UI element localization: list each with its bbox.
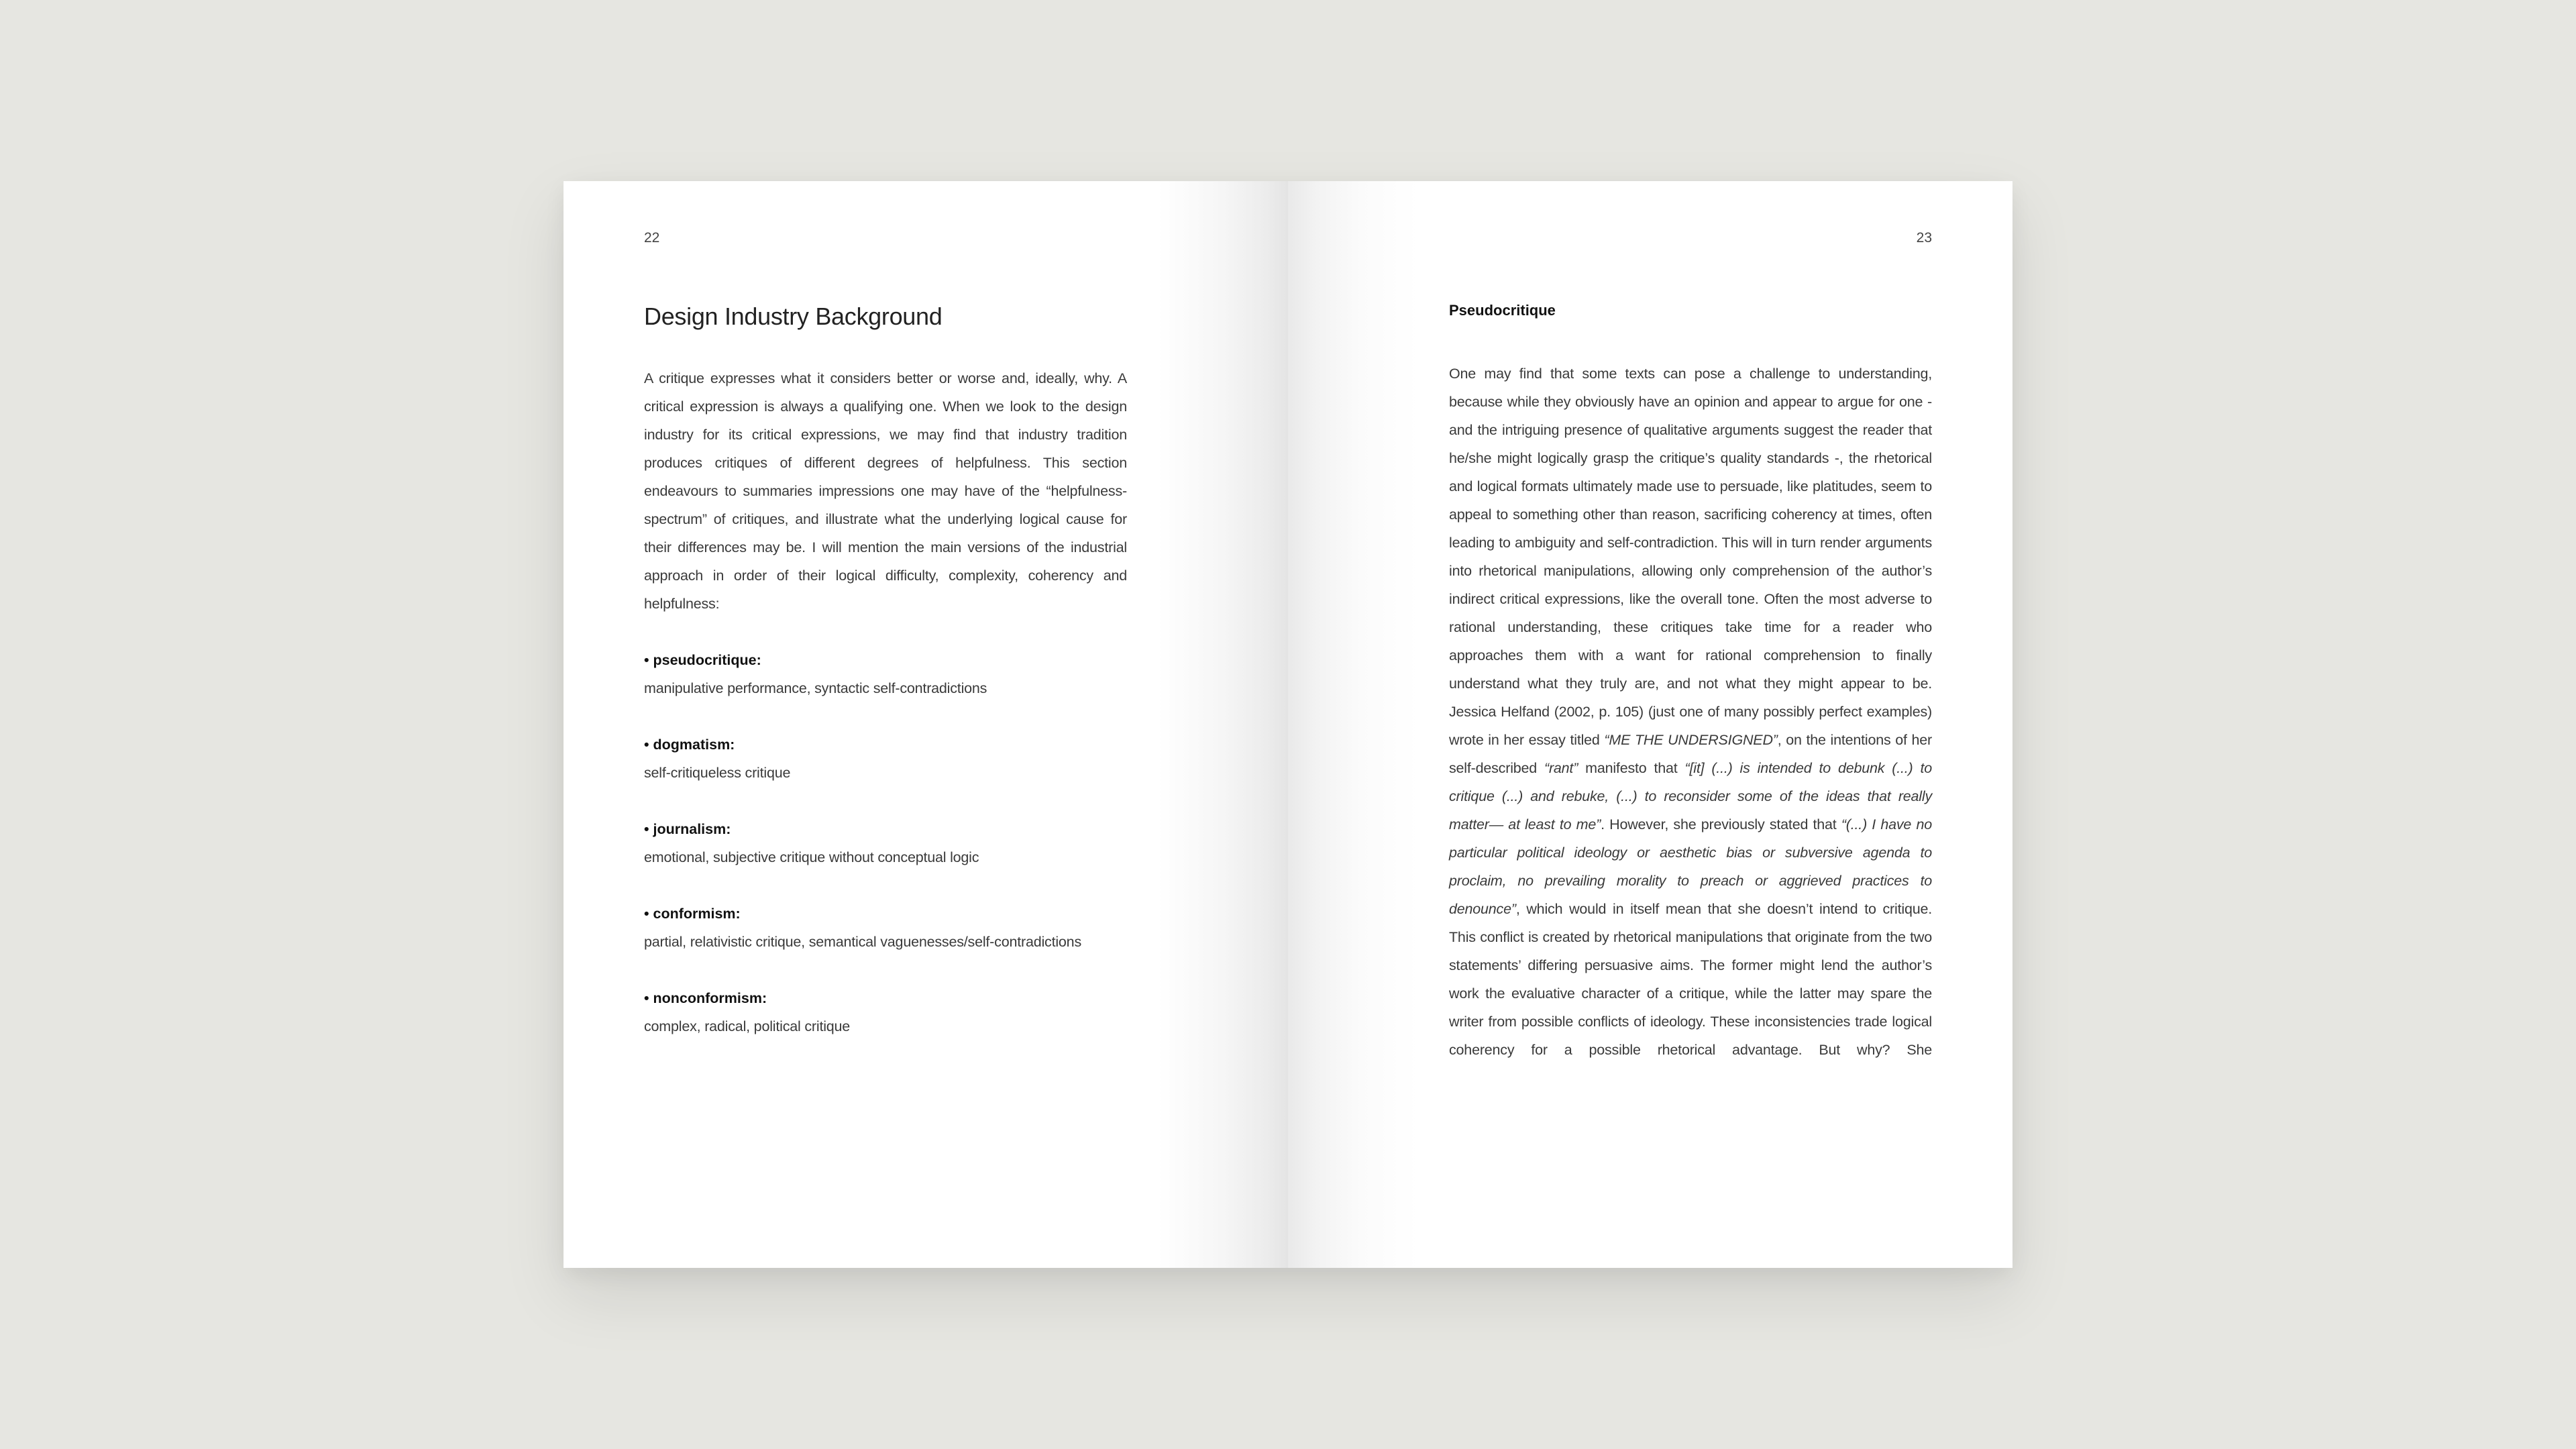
list-term: • nonconformism:	[644, 990, 767, 1007]
page-number-left: 22	[644, 230, 660, 246]
text-segment: manifesto that	[1578, 760, 1685, 777]
page-number-right: 23	[1916, 230, 1932, 246]
text-segment: , on the intentions of her self-described	[1449, 732, 1932, 777]
list-item	[644, 900, 1127, 956]
list-item	[644, 646, 1127, 702]
quote-segment: “[it] (...) is intended to debunk (...) to critique (...) and rebuke, (...) to reconsider some of the ideas that really matter— at least to me”	[1449, 760, 1932, 833]
list-term: • dogmatism:	[644, 737, 735, 753]
quote-segment: “rant”	[1544, 760, 1578, 777]
critique-type-list	[644, 646, 1127, 1040]
list-description: partial, relativistic critique, semantical vaguenesses/self-contradictions	[644, 934, 1081, 951]
text-segment: , which would in itself mean that she doesn’t intend to critique. This conflict is created by rhetorical manipulations that originate from the two statements’ differing persuasive aims. The former might lend the author’s work the evaluative character of a critique, while the latter may spare the writer from possible conflicts of ideology. These inconsistencies trade logical coherency for a possible rhetorical advantage. But why? She	[1449, 901, 1932, 1059]
subsection-title: Pseudocritique	[1449, 302, 1556, 319]
left-page-content	[644, 302, 1127, 1069]
section-title: Design Industry Background	[644, 303, 943, 330]
body-paragraph	[1449, 360, 1932, 1064]
list-item	[644, 731, 1127, 787]
list-term: • journalism:	[644, 821, 731, 838]
text-segment: One may find that some texts can pose a challenge to understanding, because while they obviously have an opinion and appear to argue for one - and the intriguing presence of qualitative arguments suggest the reader that he/she might logically grasp the critique’s quality standards -, the rhetorical and logical formats ultimately made use to persuade, like platitudes, seem to appeal to something other than reason, sacrificing coherency at times, often leading to ambiguity and self-contradiction. This will in turn render arguments into rhetorical manipulations, allowing only comprehension of the author’s indirect critical expressions, like the overall tone. Often the most adverse to rational understanding, these critiques take time for a reader who approaches them with a want for rational comprehension to finally understand what they truly are, and not what they might appear to be. Jessica Helfand (2002, p. 105) (just one of many possibly perfect examples) wrote in her essay titled	[1449, 366, 1932, 749]
text-segment: . However, she previously stated that	[1601, 816, 1841, 833]
list-item	[644, 815, 1127, 871]
quote-segment: “ME THE UNDERSIGNED”	[1604, 732, 1778, 749]
list-description: self-critiqueless critique	[644, 765, 791, 782]
list-description: complex, radical, political critique	[644, 1018, 851, 1035]
list-item	[644, 984, 1127, 1040]
list-term: • conformism:	[644, 906, 741, 922]
right-page	[1288, 181, 2012, 1268]
quote-segment: “(...) I have no particular political ideology or aesthetic bias or subversive agenda to proclaim, no prevailing morality to preach or aggrieved practices to denounce”	[1449, 816, 1932, 918]
list-term: • pseudocritique:	[644, 652, 761, 669]
intro-paragraph: A critique expresses what it considers better or worse and, ideally, why. A critical expression is always a qualifying one. When we look to the design industry for its critical expressions, we may find that industry tradition produces critiques of different degrees of helpfulness. This section endeavours to summaries impressions one may have of the “helpfulness-spectrum” of critiques, and illustrate what the underlying logical cause for their differences may be. I will mention the main versions of the industrial approach in order of their logical difficulty, complexity, coherency and helpfulness:	[644, 370, 1127, 612]
right-page-content	[1449, 302, 1932, 1064]
list-description: manipulative performance, syntactic self-contradictions	[644, 680, 987, 697]
book-spread	[564, 181, 2012, 1268]
left-page	[564, 181, 1288, 1268]
list-description: emotional, subjective critique without conceptual logic	[644, 849, 979, 866]
